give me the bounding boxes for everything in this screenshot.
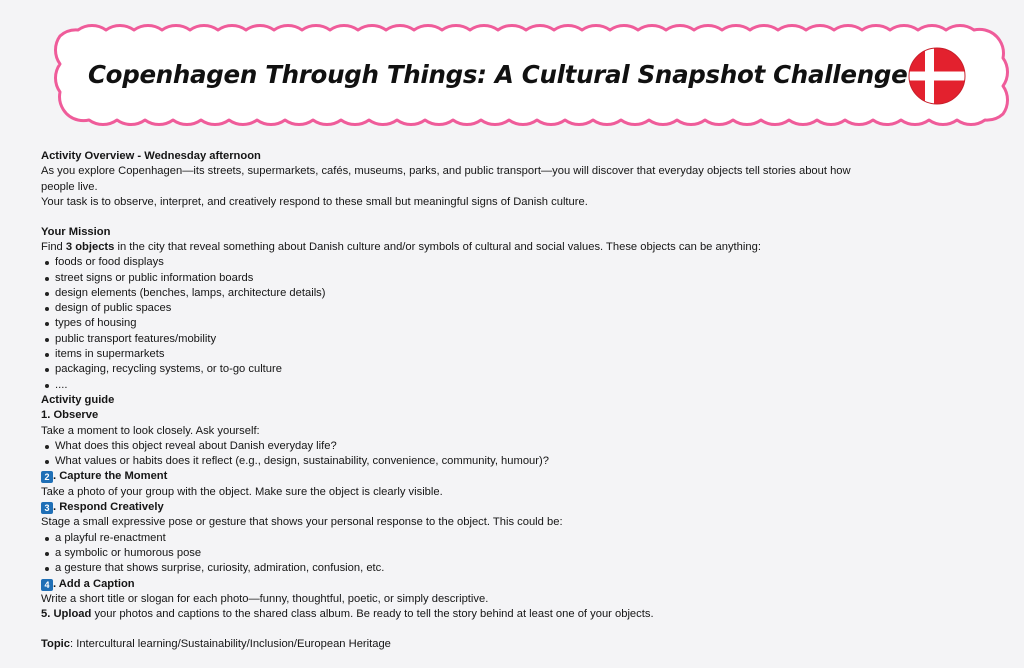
list-item: foods or food displays <box>55 255 991 270</box>
list-item: a gesture that shows surprise, curiosity, admiration, confusion, etc. <box>55 561 991 576</box>
step-1-list <box>41 439 991 470</box>
list-item: a symbolic or humorous pose <box>55 546 991 561</box>
mission-intro: Find 3 objects in the city that reveal something about Danish culture and/or symbols of cultural and social values. These objects can be anything: <box>41 240 761 253</box>
guide-heading: Activity guide <box>41 393 115 406</box>
step-1-title: 1. Observe <box>41 409 99 422</box>
list-item: public transport features/mobility <box>55 332 991 347</box>
list-item: What values or habits does it reflect (e.g., design, sustainability, convenience, community, humour)? <box>55 454 991 469</box>
list-item: types of housing <box>55 316 991 331</box>
mission-object-list <box>41 255 991 393</box>
list-item: design of public spaces <box>55 301 991 316</box>
step-3-title: 3 . Respond Creatively <box>41 500 991 515</box>
step-2-title: 2 . Capture the Moment <box>41 469 991 484</box>
list-item: packaging, recycling systems, or to-go culture <box>55 362 991 377</box>
number-4-icon: 4 <box>41 579 53 591</box>
step-2-text: Take a photo of your group with the object. Make sure the object is clearly visible. <box>41 485 443 498</box>
activity-content <box>41 149 991 652</box>
list-item: items in supermarkets <box>55 347 991 362</box>
step-4-title: 4 . Add a Caption <box>41 577 991 592</box>
topic-line: Topic: Intercultural learning/Sustainability/Inclusion/European Heritage <box>41 637 391 650</box>
number-3-icon: 3 <box>41 502 53 514</box>
overview-text-1b: people live. <box>41 180 98 193</box>
list-item: street signs or public information boards <box>55 271 991 286</box>
list-item: a playful re-enactment <box>55 531 991 546</box>
page-title: Copenhagen Through Things: A Cultural Snapshot Challenge <box>88 60 908 89</box>
step-3-list <box>41 531 991 577</box>
overview-heading: Activity Overview - Wednesday afternoon <box>41 150 261 162</box>
step-4-text: Write a short title or slogan for each photo—funny, thoughtful, poetic, or simply descriptive. <box>41 592 489 605</box>
list-item: .... <box>55 378 991 393</box>
step-5-text: 5. Upload your photos and captions to the shared class album. Be ready to tell the story behind at least one of your objects. <box>41 608 654 621</box>
list-item: What does this object reveal about Danish everyday life? <box>55 439 991 454</box>
step-3-text: Stage a small expressive pose or gesture that shows your personal response to the object. This could be: <box>41 516 563 529</box>
mission-heading: Your Mission <box>41 225 111 238</box>
overview-text-1: As you explore Copenhagen—its streets, supermarkets, cafés, museums, parks, and public transport—you will discover that everyday objects tell stories about how <box>41 165 851 178</box>
list-item: design elements (benches, lamps, architecture details) <box>55 286 991 301</box>
overview-text-2: Your task is to observe, interpret, and creatively respond to these small but meaningful signs of Danish culture. <box>41 195 588 208</box>
number-2-icon: 2 <box>41 471 53 483</box>
step-1-text: Take a moment to look closely. Ask yourself: <box>41 424 260 437</box>
denmark-flag-icon <box>907 46 967 106</box>
